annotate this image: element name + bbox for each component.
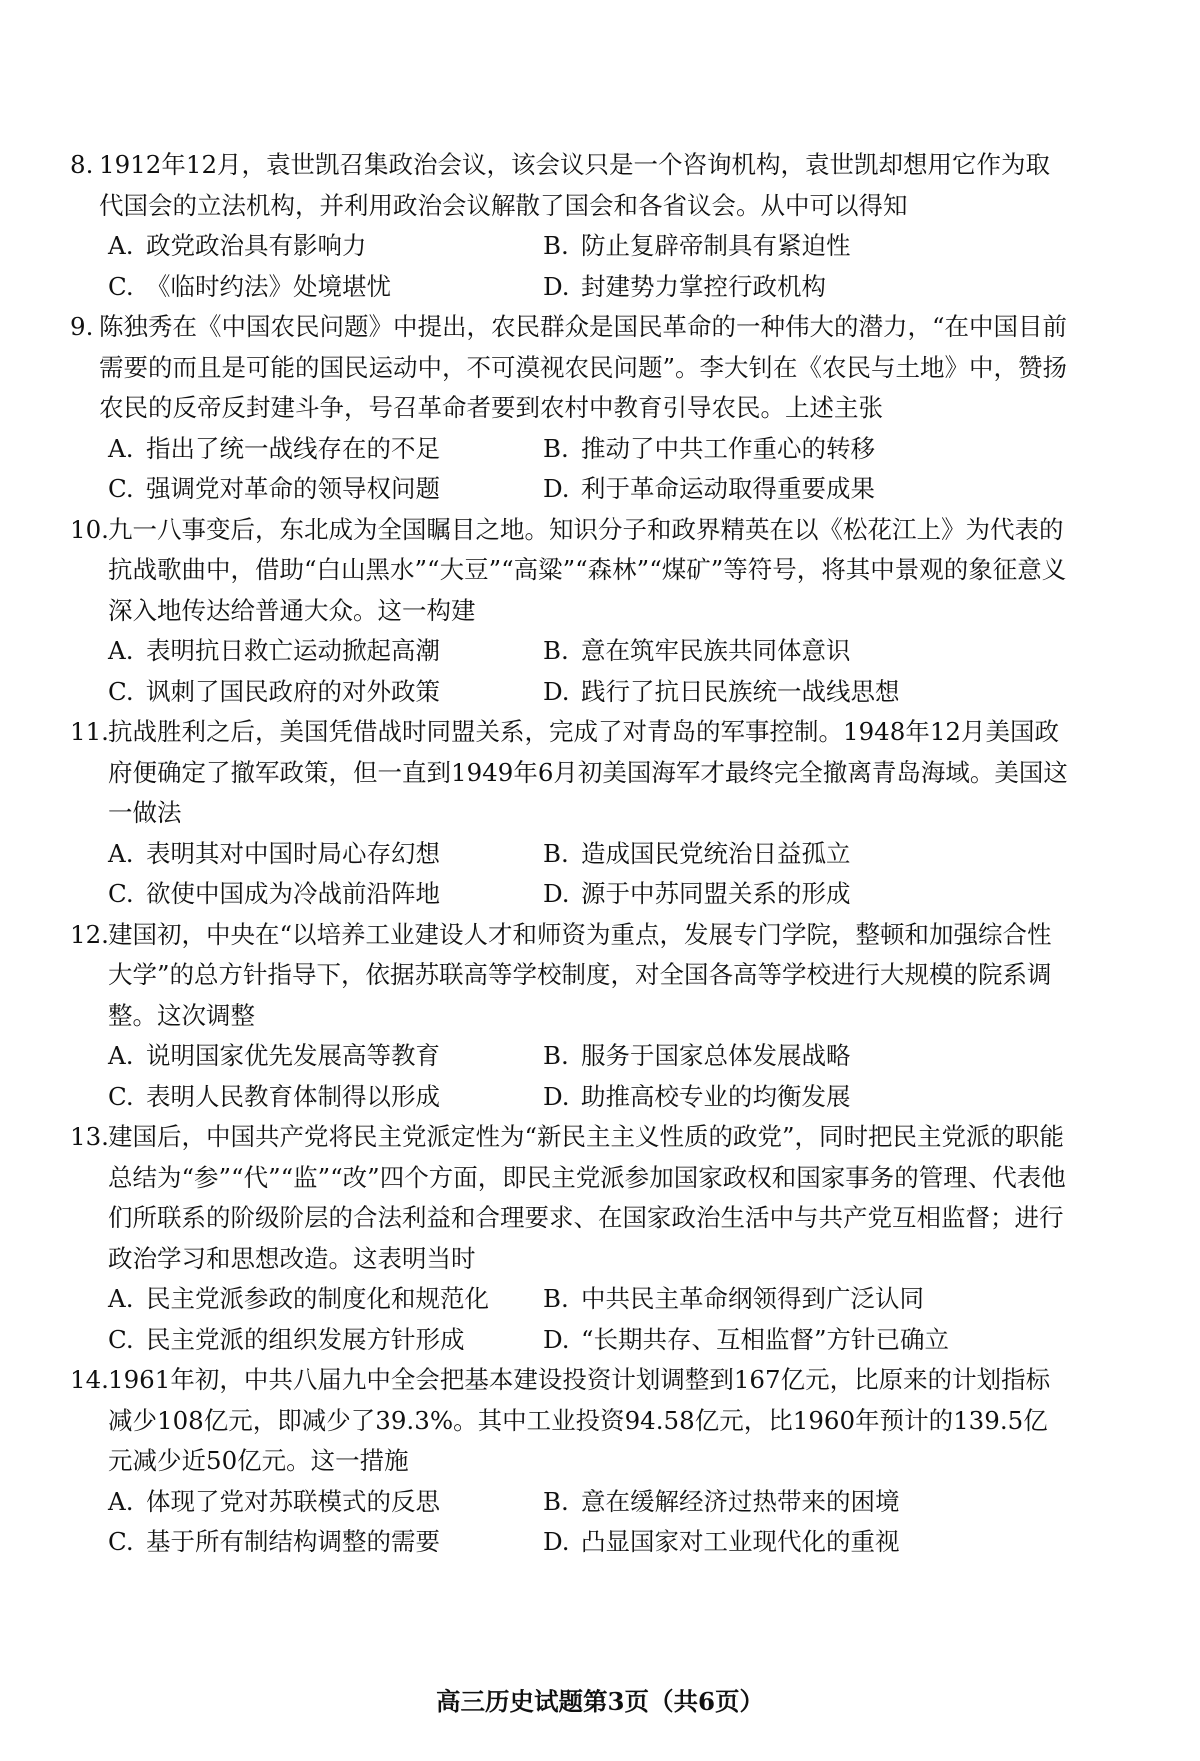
answer-option	[108, 429, 543, 470]
answer-option	[108, 1036, 543, 1077]
option-list	[70, 429, 1070, 510]
option-letter: A.	[108, 1486, 134, 1516]
option-letter: C.	[108, 1527, 134, 1556]
answer-option	[543, 429, 978, 470]
question-number: 14.	[70, 1365, 109, 1394]
option-text: 意在缓解经济过热带来的困境	[581, 1486, 900, 1516]
question-stem	[70, 510, 1070, 632]
answer-option	[108, 631, 543, 672]
question-text: 九一八事变后，东北成为全国瞩目之地。知识分子和政界精英在以《松花江上》为代表的抗战歌曲中，借助“白山黑水”“大豆”“高粱”“森林”“煤矿”等符号，将其中景观的象征意义深入地传达给普通大众。这一构建	[108, 514, 1067, 625]
option-text: 民主党派参政的制度化和规范化	[146, 1284, 489, 1313]
question	[70, 307, 1070, 510]
option-letter: A.	[108, 636, 134, 665]
option-letter: D.	[543, 1324, 570, 1354]
option-letter: B.	[543, 1486, 569, 1516]
question-stem	[70, 712, 1070, 834]
answer-option	[108, 834, 543, 875]
option-text: 体现了党对苏联模式的反思	[146, 1486, 440, 1516]
question-stem	[70, 307, 1070, 429]
question-number: 8.	[70, 150, 94, 179]
answer-option	[108, 1077, 543, 1118]
question-number: 13.	[70, 1122, 109, 1151]
option-list	[70, 1279, 1070, 1360]
option-text: 讽刺了国民政府的对外政策	[146, 676, 440, 706]
option-list	[70, 834, 1070, 915]
option-letter: A.	[108, 838, 134, 868]
option-text: 强调党对革命的领导权问题	[146, 474, 440, 503]
answer-option	[543, 267, 978, 308]
option-text: 中共民主革命纲领得到广泛认同	[581, 1284, 924, 1313]
option-list	[70, 1482, 1070, 1563]
answer-option	[108, 874, 543, 915]
option-letter: C.	[108, 1324, 134, 1354]
option-text: 基于所有制结构调整的需要	[146, 1527, 440, 1556]
question	[70, 1360, 1070, 1563]
option-letter: B.	[543, 231, 569, 260]
answer-option	[108, 1522, 543, 1563]
answer-option	[108, 1482, 543, 1523]
option-text: 服务于国家总体发展战略	[581, 1041, 851, 1070]
option-text: 封建势力掌控行政机构	[581, 271, 826, 301]
option-text: 推动了中共工作重心的转移	[581, 433, 875, 463]
question-stem	[70, 145, 1070, 226]
answer-option	[108, 267, 543, 308]
answer-option	[108, 1320, 543, 1361]
option-text: 践行了抗日民族统一战线思想	[581, 676, 900, 706]
option-text: “长期共存、互相监督”方针已确立	[581, 1324, 950, 1354]
answer-option	[543, 631, 978, 672]
question-text: 抗战胜利之后，美国凭借战时同盟关系，完成了对青岛的军事控制。1948年12月美国政府便确定了撤军政策，但一直到1949年6月初美国海军才最终完全撤离青岛海域。美国这一做法	[108, 717, 1068, 827]
option-list	[70, 1036, 1070, 1117]
question-number: 11.	[70, 717, 109, 746]
question-text: 建国初，中央在“以培养工业建设人才和师资为重点，发展专门学院，整顿和加强综合性大学”的总方针指导下，依据苏联高等学校制度，对全国各高等学校进行大规模的院系调整。这次调整	[108, 919, 1052, 1030]
option-letter: D.	[543, 1081, 570, 1111]
option-text: 源于中苏同盟关系的形成	[581, 879, 851, 908]
option-text: 助推高校专业的均衡发展	[581, 1081, 851, 1111]
option-list	[70, 631, 1070, 712]
question-stem	[70, 915, 1070, 1037]
question-number: 9.	[70, 312, 94, 341]
answer-option	[543, 1522, 978, 1563]
option-text: 政党政治具有影响力	[146, 231, 367, 260]
answer-option	[108, 226, 543, 267]
option-letter: D.	[543, 271, 570, 301]
option-letter: C.	[108, 474, 134, 503]
answer-option	[543, 834, 978, 875]
question-text: 1912年12月，袁世凯召集政治会议，该会议只是一个咨询机构，袁世凯却想用它作为取代国会的立法机构，并利用政治会议解散了国会和各省议会。从中可以得知	[99, 150, 1051, 220]
option-letter: B.	[543, 1041, 569, 1070]
answer-option	[543, 1320, 978, 1361]
option-text: 《临时约法》处境堪忧	[146, 271, 391, 301]
question	[70, 145, 1070, 307]
option-letter: C.	[108, 1081, 134, 1111]
answer-option	[543, 672, 978, 713]
page-footer: 高三历史试题第3页（共6页）	[435, 1687, 765, 1716]
question-text: 建国后，中国共产党将民主党派定性为“新民主主义性质的政党”，同时把民主党派的职能总结为“参”“代”“监”“改”四个方面，即民主党派参加国家政权和国家事务的管理、代表他们所联系的阶级阶层的合法利益和合理要求、在国家政治生活中与共产党互相监督；进行政治学习和思想改造。这表明当时	[108, 1122, 1066, 1273]
answer-option	[108, 672, 543, 713]
question-text: 1961年初，中共八届九中全会把基本建设投资计划调整到167亿元，比原来的计划指标减少108亿元，即减少了39.3%。其中工业投资94.58亿元，比1960年预计的139.5亿元减少近50亿元。这一措施	[108, 1365, 1051, 1475]
option-text: 意在筑牢民族共同体意识	[581, 636, 851, 665]
answer-option	[108, 1279, 543, 1320]
option-letter: B.	[543, 433, 569, 463]
option-letter: C.	[108, 676, 134, 706]
question	[70, 510, 1070, 713]
option-letter: C.	[108, 271, 134, 301]
question-number: 10.	[70, 514, 109, 544]
option-text: 表明抗日救亡运动掀起高潮	[146, 636, 440, 665]
question-text: 陈独秀在《中国农民问题》中提出，农民群众是国民革命的一种伟大的潜力，“在中国目前需要的而且是可能的国民运动中，不可漠视农民问题”。李大钊在《农民与土地》中，赞扬农民的反帝反封建斗争，号召革命者要到农村中教育引导农民。上述主张	[99, 312, 1068, 422]
option-letter: D.	[543, 676, 570, 706]
answer-option	[543, 1279, 978, 1320]
question-stem	[70, 1117, 1070, 1279]
question-list	[70, 145, 1070, 1563]
question-stem	[70, 1360, 1070, 1482]
answer-option	[543, 469, 978, 510]
option-text: 凸显国家对工业现代化的重视	[581, 1527, 900, 1556]
question	[70, 712, 1070, 915]
option-letter: B.	[543, 1284, 569, 1313]
answer-option	[108, 469, 543, 510]
option-text: 民主党派的组织发展方针形成	[146, 1324, 465, 1354]
option-letter: A.	[108, 1284, 134, 1313]
option-letter: A.	[108, 1041, 134, 1070]
answer-option	[543, 1482, 978, 1523]
option-letter: B.	[543, 838, 569, 868]
option-text: 欲使中国成为冷战前沿阵地	[146, 879, 440, 908]
option-text: 指出了统一战线存在的不足	[146, 433, 440, 463]
option-letter: A.	[108, 433, 134, 463]
option-text: 造成国民党统治日益孤立	[581, 838, 851, 868]
option-letter: C.	[108, 879, 134, 908]
option-letter: A.	[108, 231, 134, 260]
answer-option	[543, 874, 978, 915]
option-text: 表明人民教育体制得以形成	[146, 1081, 440, 1111]
option-list	[70, 226, 1070, 307]
option-letter: D.	[543, 1527, 570, 1556]
option-text: 说明国家优先发展高等教育	[146, 1041, 440, 1070]
option-letter: B.	[543, 636, 569, 665]
answer-option	[543, 1036, 978, 1077]
question	[70, 1117, 1070, 1360]
option-text: 防止复辟帝制具有紧迫性	[581, 231, 851, 260]
answer-option	[543, 226, 978, 267]
option-letter: D.	[543, 879, 570, 908]
answer-option	[543, 1077, 978, 1118]
option-letter: D.	[543, 474, 570, 503]
question-number: 12.	[70, 919, 109, 949]
question	[70, 915, 1070, 1118]
option-text: 表明其对中国时局心存幻想	[146, 838, 440, 868]
option-text: 利于革命运动取得重要成果	[581, 474, 875, 503]
